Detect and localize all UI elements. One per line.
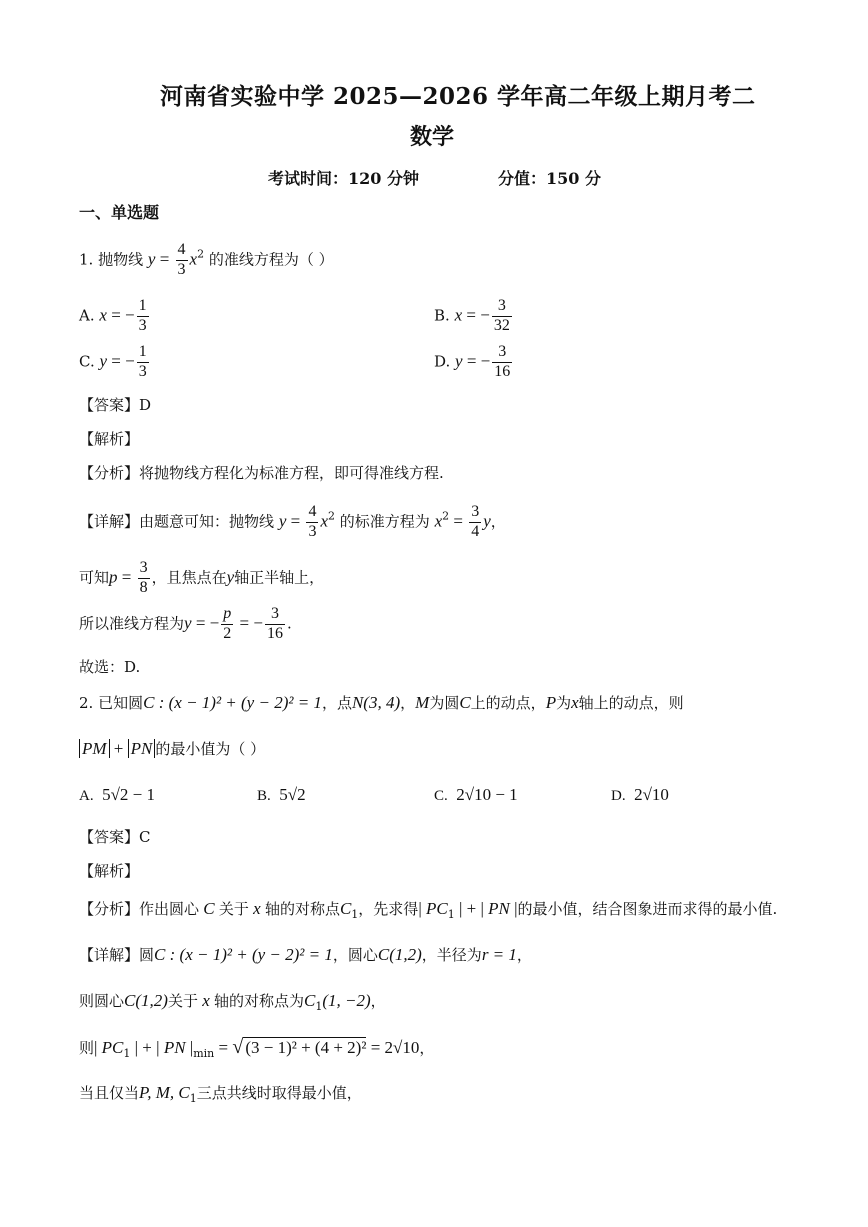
- q2-analysis-label: 【解析】: [79, 862, 140, 880]
- q1-detail-line3: 所以准线方程为y = − $\frac{p}{2}$ = − $\frac{3}{16}$ .: [79, 605, 292, 642]
- answer-value: D: [139, 396, 152, 414]
- frac-den: 2: [223, 624, 232, 642]
- q1-stem: [79, 242, 334, 279]
- option-num: 3: [492, 298, 512, 317]
- detail-text: 三点共线时取得最小值，: [196, 1084, 362, 1102]
- option-sign: = −: [462, 305, 490, 325]
- q2-option-a: [79, 785, 155, 805]
- option-text: 2√10 − 1: [456, 785, 518, 804]
- eq-frac: [469, 504, 481, 541]
- frac-num: 3: [265, 606, 285, 625]
- q2-option-c: [434, 785, 518, 805]
- detail-text: 当且仅当: [79, 1084, 140, 1102]
- option-num: 1: [137, 298, 149, 317]
- option-label: A.: [79, 788, 94, 804]
- eq-num: 4: [306, 504, 318, 523]
- subject-title: 数学: [410, 124, 455, 150]
- radius: r = 1: [481, 945, 517, 964]
- result: = 2√10: [366, 1038, 420, 1057]
- directrix-frac: [265, 606, 285, 643]
- option-lhs: x: [454, 305, 463, 325]
- c-var: C: [459, 693, 471, 712]
- option-frac: [492, 298, 512, 335]
- circle-center: C(1,2): [377, 945, 422, 964]
- p-var: p: [109, 567, 118, 587]
- detail-text: ，且焦点在: [151, 568, 227, 587]
- option-text: 5√2: [279, 785, 306, 804]
- q2-detail-line4: 当且仅当P, M, $C_1$三点共线时取得最小值，: [79, 1083, 362, 1105]
- fenxi-text: 作出圆心: [139, 900, 200, 918]
- circle-equation: C : (x − 1)² + (y − 2)² = 1: [143, 693, 322, 712]
- q1-option-c: [79, 344, 151, 381]
- detail-text: 关于: [167, 992, 198, 1010]
- detail-text: ，: [419, 1039, 435, 1057]
- detail-label: 【详解】: [79, 946, 140, 964]
- q2-number: 2.: [79, 694, 94, 712]
- option-text: 5√2 − 1: [102, 785, 156, 804]
- q1-eq-exp: 2: [197, 247, 205, 261]
- q1-detail-line1: [79, 504, 506, 541]
- q1-fenxi: [79, 462, 444, 483]
- q2-detail-line1: [79, 944, 532, 965]
- detail-text: ，: [370, 992, 386, 1010]
- detail-text: ，: [490, 512, 506, 531]
- answer-label: 【答案】: [79, 828, 140, 846]
- section-title: 一、单选题: [79, 203, 160, 222]
- exam-time: 考试时间：120 分钟: [268, 169, 419, 188]
- q2-stem-line2: PM + PN 的最小值为（ ）: [79, 738, 265, 759]
- circle-equation: C : (x − 1)² + (y − 2)² = 1: [154, 945, 333, 964]
- detail-text: 轴的对称点为: [214, 992, 305, 1010]
- stem-text: 轴上的动点，则: [578, 694, 684, 712]
- eq-y: y: [278, 511, 287, 531]
- q1-stem-pre: 抛物线: [98, 250, 144, 269]
- option-label: B.: [434, 306, 450, 325]
- q1-eq-frac: [176, 242, 188, 279]
- eq-y: y: [483, 511, 491, 531]
- option-text: 2√10: [634, 785, 669, 804]
- eq-den: 3: [308, 522, 317, 540]
- option-sign: = −: [106, 305, 135, 325]
- stem-text: ，: [400, 694, 416, 712]
- option-sign: = −: [462, 351, 491, 371]
- option-frac: [492, 344, 512, 381]
- detail-text: ，圆心: [332, 946, 378, 964]
- q2-detail-line2: 则圆心C(1,2)关于 x 轴的对称点为$C_1(1$, −2)，: [79, 991, 386, 1013]
- detail-text: 所以准线方程为: [79, 614, 185, 633]
- m-var: M: [415, 693, 430, 712]
- q1-eq-x: x: [189, 249, 198, 269]
- q1-choose: 故选：D.: [79, 658, 141, 676]
- fenxi-label: 【分析】: [79, 464, 140, 482]
- frac-num: p: [221, 606, 233, 625]
- reflected-point: (1, −2): [322, 991, 371, 1010]
- fenxi-text: ，先求得: [358, 900, 419, 918]
- fenxi-text: 的最小值，结合图象进而求得的最小值.: [517, 900, 778, 918]
- point-n: N(3, 4): [351, 693, 401, 712]
- p-var: P: [545, 693, 557, 712]
- exam-score: 分值：150 分: [498, 169, 601, 188]
- q1-detail-line2: 可知p = $\frac{3}{8}$ ，且焦点在y轴正半轴上，: [79, 559, 325, 596]
- exam-title: 河南省实验中学 2025—2026 学年高二年级上期月考二: [160, 83, 756, 110]
- answer-label: 【答案】: [79, 396, 140, 414]
- q1-eq-den: 3: [177, 260, 186, 278]
- option-frac: [137, 298, 149, 335]
- eq-exp: 2: [442, 509, 450, 523]
- detail-text: 则圆心: [79, 992, 125, 1010]
- q2-option-d: [611, 785, 669, 805]
- p-num: 3: [138, 560, 150, 579]
- abs-pn: PN: [128, 739, 156, 758]
- option-lhs: y: [455, 351, 463, 371]
- sqrt-radicand: (3 − 1)² + (4 + 2)²: [245, 1038, 367, 1057]
- q1-eq-sign: =: [155, 249, 174, 269]
- eq-sign: =: [286, 511, 305, 531]
- abs-pm: PM: [79, 739, 110, 758]
- detail-text: 轴正半轴上，: [234, 568, 325, 587]
- min-subscript: min: [193, 1047, 215, 1060]
- detail-label: 【详解】: [79, 512, 140, 531]
- option-num: 3: [492, 344, 512, 363]
- stem-text: 的最小值为（ ）: [155, 740, 266, 758]
- option-frac: [137, 344, 149, 381]
- detail-text: ，半径为: [421, 946, 482, 964]
- circle-center: C(1,2): [124, 991, 168, 1010]
- eq-den: 4: [471, 522, 480, 540]
- eq-frac: [306, 504, 318, 541]
- q2-answer: [79, 826, 151, 847]
- answer-value: C: [139, 828, 151, 846]
- x-var: x: [571, 693, 579, 712]
- fenxi-text: 轴的对称点: [264, 900, 340, 918]
- option-label: A.: [79, 306, 95, 325]
- detail-text: 圆: [139, 946, 155, 964]
- detail-text: 则: [79, 1039, 95, 1057]
- stem-text: 为圆: [429, 694, 460, 712]
- option-den: 3: [138, 362, 147, 380]
- q1-number: 1.: [79, 250, 94, 269]
- fenxi-text: 关于: [218, 900, 249, 918]
- p-frac: [138, 560, 150, 597]
- frac-den: 16: [266, 624, 283, 642]
- q1-eq-y: y: [147, 249, 156, 269]
- option-label: C.: [434, 788, 448, 804]
- eq-num: 3: [469, 504, 481, 523]
- detail-text: 的标准方程为: [339, 512, 430, 531]
- eq-exp: 2: [328, 509, 335, 523]
- q1-option-d: [434, 344, 514, 381]
- option-den: 32: [493, 316, 510, 334]
- q2-fenxi: 【分析】作出圆心 C 关于 x 轴的对称点$C_1$，先求得| $PC_1$ | + | PN |的最小值，结合图象进而求得的最小值.: [79, 899, 778, 921]
- detail-text: .: [286, 614, 292, 633]
- collinear-points: P, M, C: [139, 1083, 190, 1102]
- option-sign: = −: [107, 351, 135, 371]
- option-lhs: y: [99, 351, 108, 371]
- eq-sign: =: [214, 1038, 233, 1057]
- detail-text: 可知: [79, 568, 110, 587]
- fenxi-label: 【分析】: [79, 900, 140, 918]
- stem-text: 上的动点，: [470, 694, 546, 712]
- stem-text: ，点: [321, 694, 352, 712]
- eq-x: x: [434, 511, 443, 531]
- fenxi-text: 将抛物线方程化为标准方程，即可得准线方程.: [139, 464, 444, 482]
- q1-analysis-label: 【解析】: [79, 430, 140, 448]
- stem-text: 为: [556, 694, 572, 712]
- option-den: 3: [138, 316, 147, 334]
- eq-x: x: [320, 511, 328, 531]
- option-label: D.: [611, 788, 626, 804]
- p-den: 8: [139, 578, 148, 596]
- option-lhs: x: [99, 305, 107, 325]
- q1-answer: [79, 394, 151, 415]
- eq-sign: =: [449, 511, 468, 531]
- option-label: C.: [79, 352, 95, 371]
- q2-detail-line3: 则| $PC_1$ | + | PN $|_{min}$ = √ (3 − 1)² + (4 + 2)² = 2√10，: [79, 1036, 435, 1060]
- q2-option-b: [257, 785, 306, 805]
- option-num: 1: [137, 344, 149, 363]
- q1-option-a: [79, 298, 151, 335]
- q1-stem-post: 的准线方程为（ ）: [208, 250, 334, 269]
- q1-eq-num: 4: [176, 242, 188, 261]
- q2-stem-line1: [79, 692, 684, 713]
- detail-text: ，: [516, 946, 532, 964]
- q1-option-b: [434, 298, 514, 335]
- directrix-frac-p: [221, 606, 233, 643]
- option-den: 16: [494, 362, 511, 380]
- detail-text: 由题意可知：抛物线: [139, 512, 275, 531]
- option-label: D.: [434, 352, 451, 371]
- axis-var: y: [226, 567, 235, 587]
- option-label: B.: [257, 788, 271, 804]
- stem-text: 已知圆: [98, 694, 144, 712]
